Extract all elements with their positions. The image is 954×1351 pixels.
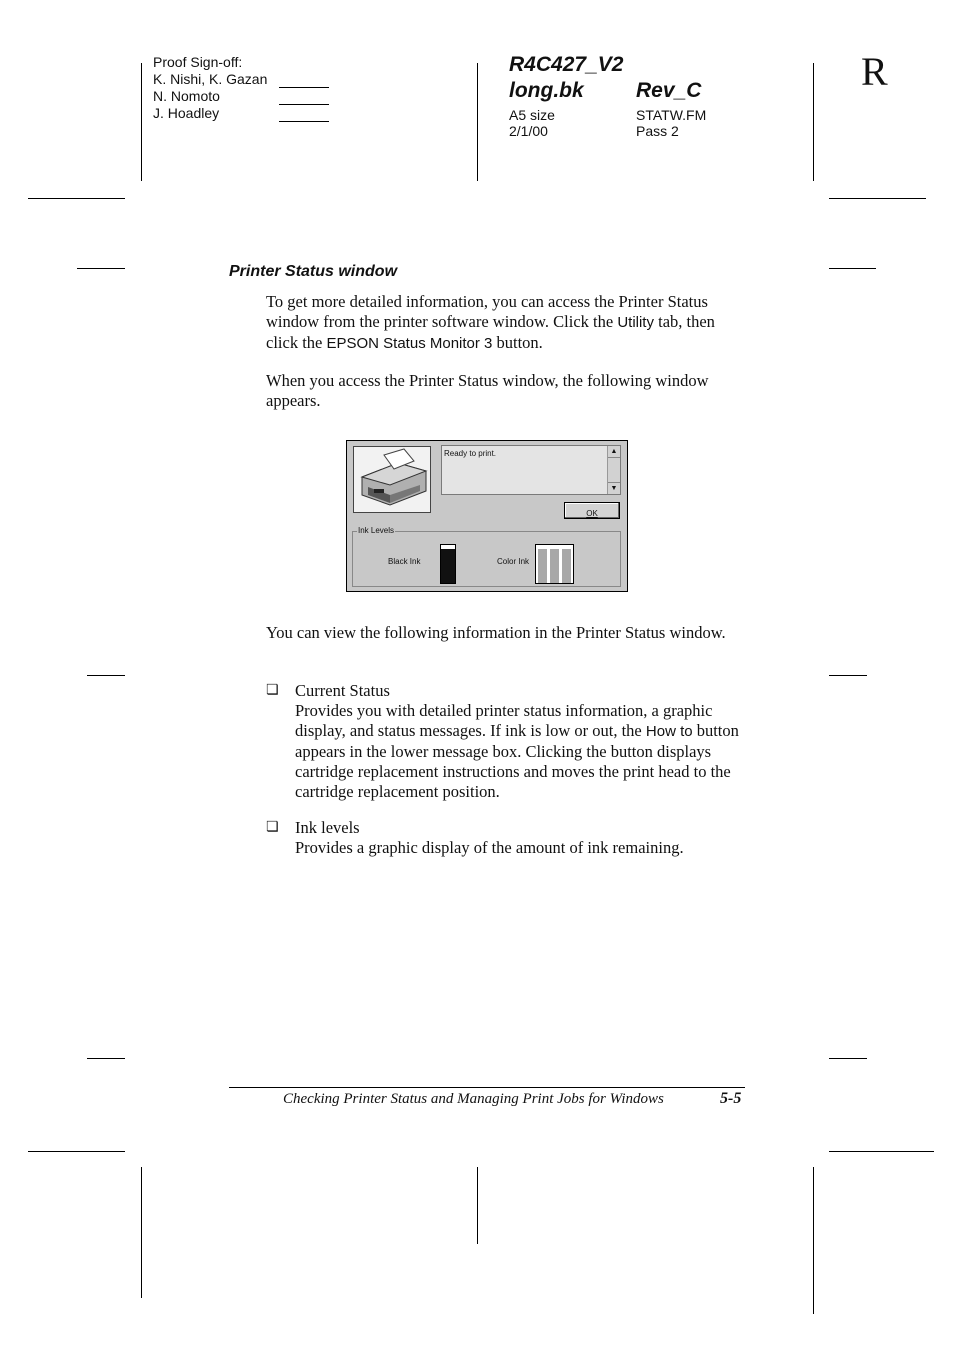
page-number: 5-5 [720, 1090, 742, 1107]
text-run: To get more detailed information, you can access the Printer Status window from the printer software window. Click the [266, 292, 708, 331]
bullet-body [295, 701, 747, 802]
bullet-current-status [295, 681, 747, 802]
crop-mark [141, 63, 142, 181]
printer-graphic [353, 446, 431, 513]
signature-line [279, 71, 329, 88]
text-run: button. [492, 333, 543, 352]
bullet-body: Provides a graphic display of the amount of ink remaining. [295, 838, 684, 857]
ink-levels-group [352, 526, 621, 587]
black-ink-label: Black Ink [388, 557, 421, 566]
window-paragraph: When you access the Printer Status window, the following window appears. [266, 371, 709, 410]
signer-name: N. Nomoto [153, 88, 220, 104]
status-message-box [441, 445, 621, 495]
crop-mark [829, 268, 876, 269]
revision: Rev_C [636, 79, 702, 102]
proof-signoff [153, 54, 353, 122]
file-name: STATW.FM [636, 107, 707, 123]
scroll-down-icon[interactable]: ▼ [608, 482, 620, 494]
section-title: Printer Status window [229, 263, 398, 280]
text-run: button appears in the lower message box. Clicking the button displays cartridge replacement instructions and moves the print head to the cartridge replacement position. [295, 721, 739, 801]
ok-button[interactable] [564, 502, 620, 519]
book-name: long.bk [509, 79, 584, 102]
signer-name: J. Hoadley [153, 105, 220, 121]
bullet-mark: ❏ [266, 819, 279, 835]
crop-mark [28, 198, 125, 199]
crop-mark [87, 1058, 125, 1059]
pass-number: Pass 2 [636, 123, 679, 139]
crop-mark [829, 1151, 934, 1152]
text-run: Provides you with detailed printer status information, a graphic display, and status messages. If ink is low or out, the [295, 701, 713, 740]
bullet-ink-levels [295, 818, 747, 858]
printer-icon [354, 447, 430, 512]
page-size: A5 size [509, 107, 555, 123]
intro-paragraph [266, 292, 746, 354]
status-message: Ready to print. [444, 449, 497, 458]
signature-line [279, 88, 329, 105]
crop-mark [28, 1151, 125, 1152]
how-to-button-ref: How to [645, 723, 693, 740]
crop-mark [77, 268, 125, 269]
bullet-mark: ❏ [266, 682, 279, 698]
bullet-title: Ink levels [295, 818, 360, 837]
crop-mark [141, 1167, 142, 1298]
footer-title: Checking Printer Status and Managing Print Jobs for Windows [283, 1091, 664, 1107]
crop-mark [829, 198, 926, 199]
color-ink-level [562, 549, 571, 583]
proof-label: Proof Sign-off: [153, 54, 243, 70]
bullet-title: Current Status [295, 681, 390, 700]
crop-mark [829, 1058, 867, 1059]
status-monitor-ref: EPSON Status Monitor 3 [326, 335, 493, 352]
scroll-up-icon[interactable]: ▲ [608, 446, 620, 458]
color-ink-level [538, 549, 547, 583]
black-ink-level [441, 549, 455, 583]
text-run: tab, then click the [266, 312, 715, 352]
doc-date: 2/1/00 [509, 123, 548, 139]
black-ink-cartridge [440, 544, 456, 584]
color-ink-level [550, 549, 559, 583]
crop-mark [477, 1167, 478, 1244]
crop-mark [477, 63, 478, 181]
ink-levels-label: Ink Levels [358, 526, 395, 535]
crop-mark [813, 63, 814, 181]
signature-line [279, 105, 329, 122]
crop-mark [829, 675, 867, 676]
crop-mark [813, 1167, 814, 1314]
color-ink-cartridge [535, 544, 574, 584]
color-ink-label: Color Ink [497, 557, 530, 566]
doc-code: R4C427_V2 [509, 53, 624, 76]
signer-name: K. Nishi, K. Gazan [153, 71, 268, 87]
info-paragraph: You can view the following information in the Printer Status window. [266, 623, 726, 642]
footer-rule [229, 1087, 745, 1088]
crop-mark [87, 675, 125, 676]
message-scrollbar[interactable] [607, 446, 620, 494]
utility-tab-ref: Utility [617, 314, 654, 331]
printer-status-window [346, 440, 628, 592]
ok-label: OK [586, 509, 598, 518]
side-letter: R [861, 49, 888, 94]
